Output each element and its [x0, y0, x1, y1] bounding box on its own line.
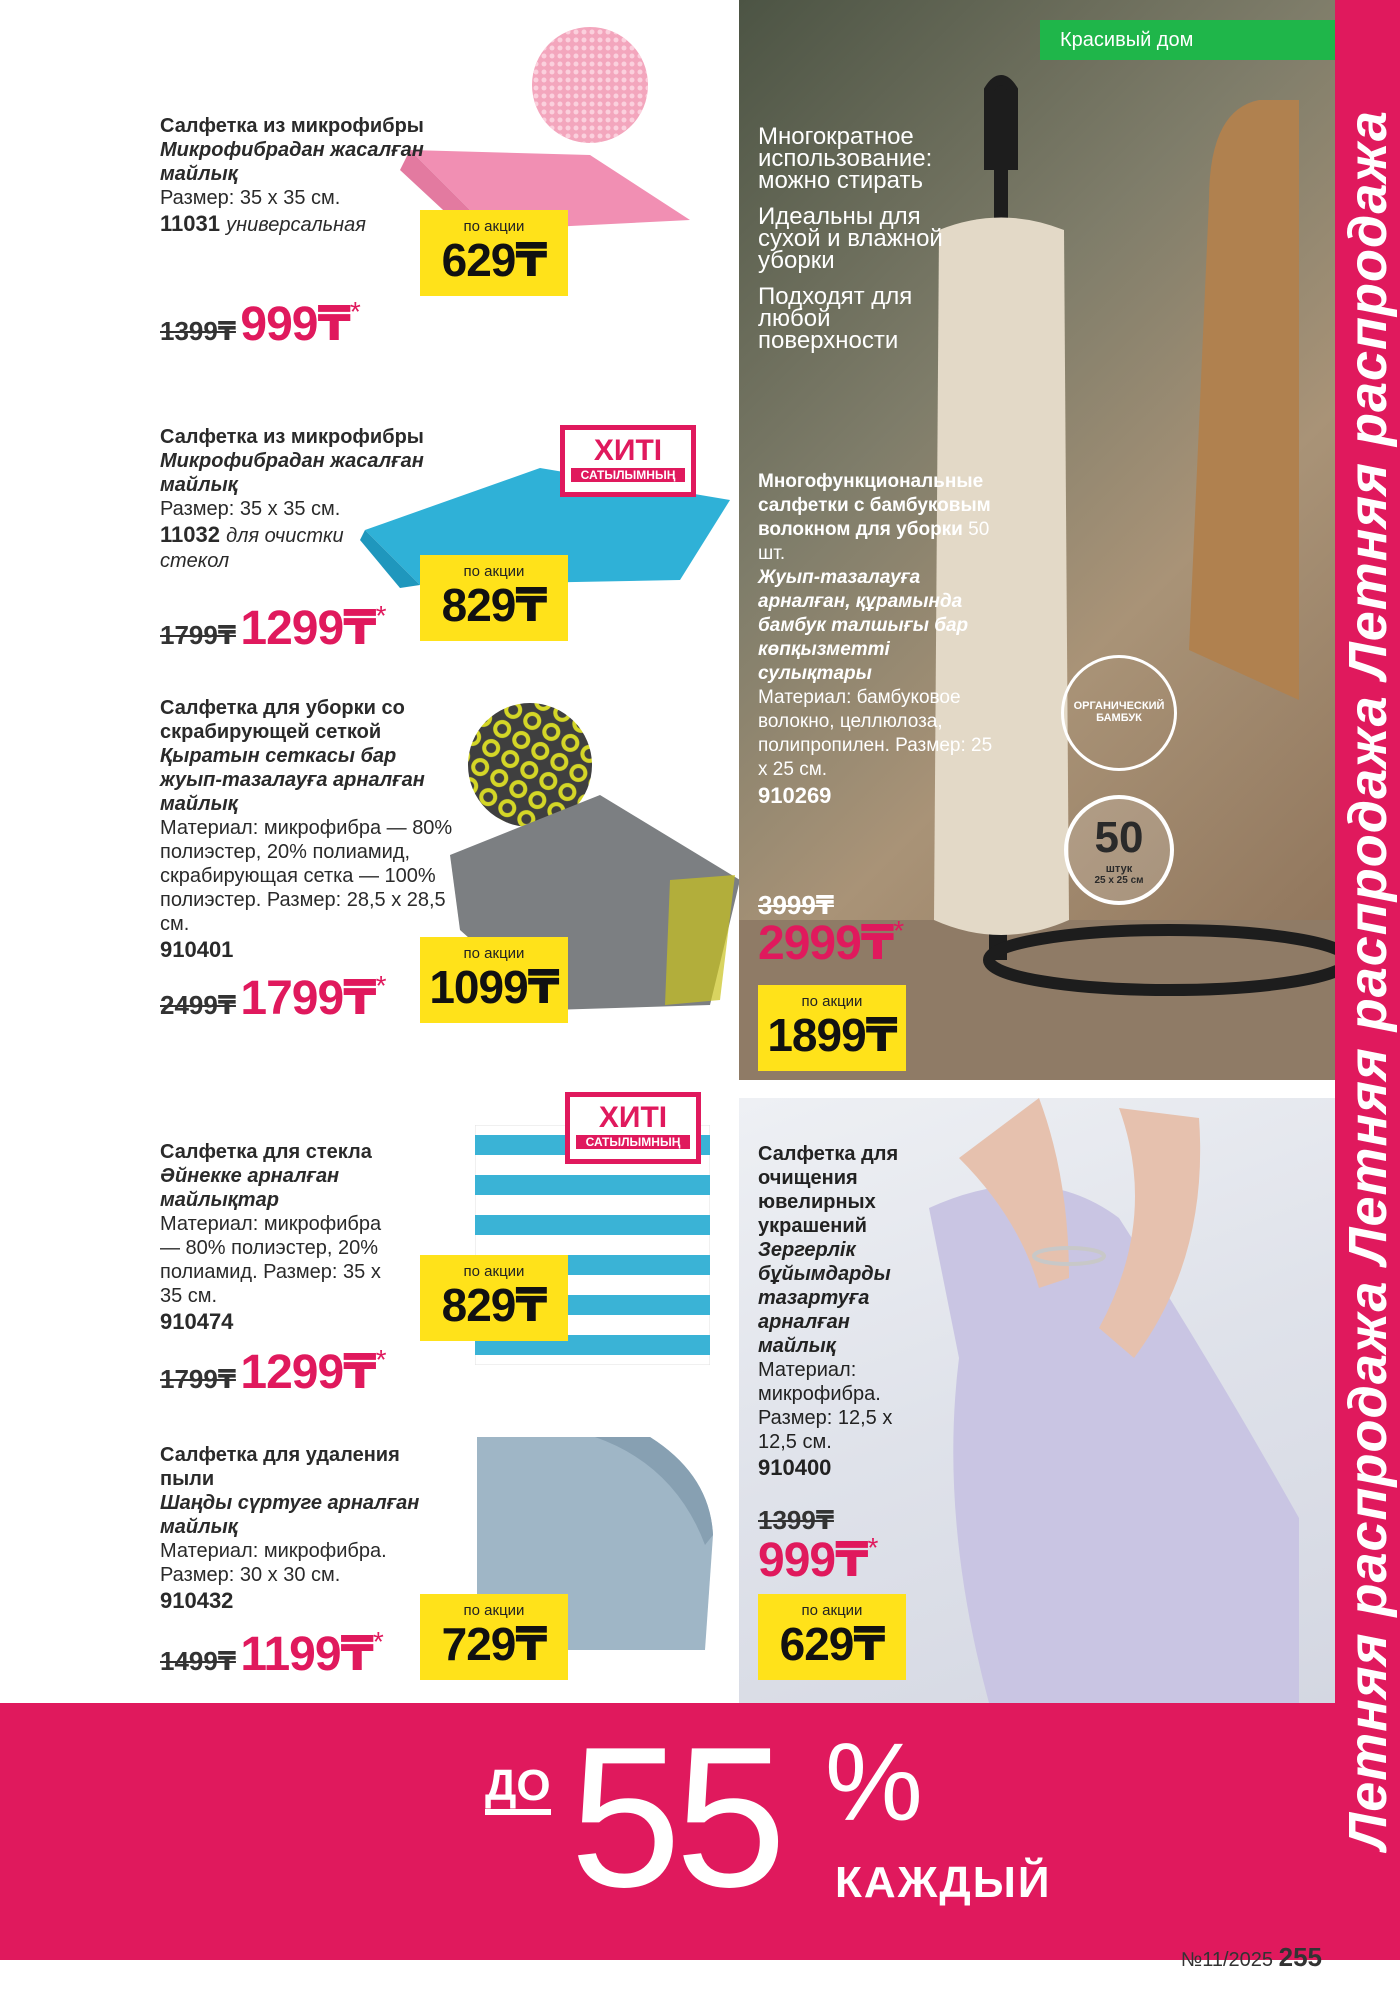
current-price: 2999₸ [758, 917, 894, 970]
bestseller-badge: ХИТІ САТЫЛЫМНЫҢ [560, 425, 696, 497]
price-line: 3999₸ 2999₸* [758, 890, 905, 970]
section-tab: Красивый дом [1040, 20, 1335, 60]
promo-badge: по акции 629₸ [420, 210, 568, 296]
product-title: Салфетка для стекла [160, 1141, 372, 1163]
product-specs: Материал: микрофибра. Размер: 12,5 x 12,5 см. [758, 1359, 893, 1453]
product-specs: Материал: микрофибра — 80% полиэстер, 20% полиамид. Размер: 35 x 35 см. [160, 1213, 382, 1307]
promo-badge: по акции 729₸ [420, 1594, 568, 1680]
price-line: 1799₸ 1299₸* [160, 1344, 387, 1399]
product-specs: Размер: 35 x 35 см. [160, 187, 341, 209]
product-code: 910269 [758, 783, 832, 808]
product-specs: Материал: микрофибра. Размер: 30 x 30 см. [160, 1540, 387, 1586]
current-price: 1799₸ [240, 972, 376, 1025]
product-title-kz: Жуып-тазалауға арналған, құрамында бамбук талшығы бар көпқызметті сулықтары [758, 567, 969, 684]
promo-price: 829₸ [441, 579, 547, 631]
product-code: 910432 [160, 1588, 234, 1613]
promo-badge: по акции 1099₸ [420, 937, 568, 1023]
benefit-list [758, 123, 948, 354]
product-title: Салфетка для уборки со скрабирующей сеткой [160, 697, 405, 743]
discount-banner [0, 1703, 1335, 1960]
promo-price: 1899₸ [767, 1009, 897, 1061]
price-line: 1399₸ 999₸* [758, 1505, 879, 1587]
product-title: Салфетка для очищения ювелирных украшений [758, 1143, 899, 1237]
product-title: Салфетка из микрофибры [160, 115, 424, 137]
product-code: 11032 для очистки стекол [160, 522, 344, 572]
current-price: 999₸ [758, 1534, 868, 1587]
discount-value: 55 [570, 1706, 781, 1929]
product-910474 [160, 1140, 430, 1334]
product-title-kz: Қыратын сеткасы бар жуып-тазалауға арналған майлық [160, 745, 425, 815]
old-price: 2499₸ [160, 990, 236, 1020]
current-price: 1199₸ [240, 1628, 373, 1681]
product-title: Многофункциональные салфетки с бамбуковым волокном для уборки [758, 471, 991, 540]
product-11031 [160, 114, 430, 237]
organic-bamboo-seal: ОРГАНИЧЕСКИЙ БАМБУК [1061, 655, 1177, 771]
current-price: 999₸ [240, 298, 350, 351]
price-line: 1499₸ 1199₸* [160, 1626, 384, 1681]
product-code: 910400 [758, 1455, 832, 1480]
promo-badge: по акции 829₸ [420, 555, 568, 641]
old-price: 1499₸ [160, 1646, 236, 1676]
side-banner-text: Летняя распродажа Летняя распродажа Летняя распродажа [1338, 110, 1398, 1850]
product-title: Салфетка для удаления пыли [160, 1444, 400, 1490]
discount-suffix: КАЖДЫЙ [835, 1858, 1052, 1907]
product-title: Салфетка из микрофибры [160, 426, 424, 448]
old-price: 1399₸ [758, 1505, 834, 1535]
product-specs: Размер: 35 x 35 см. [160, 498, 341, 520]
promo-price: 629₸ [441, 234, 547, 286]
product-910269 [758, 470, 993, 808]
promo-badge: по акции 829₸ [420, 1255, 568, 1341]
product-code: 11031 универсальная [160, 211, 366, 236]
promo-price: 729₸ [441, 1618, 547, 1670]
benefit-item: Идеальны для сухой и влажной уборки [758, 203, 943, 274]
product-title-kz: Зергерлік бұйымдарды тазартуға арналған майлық [758, 1239, 891, 1357]
product-title-kz: Шаңды сүртуге арналған майлық [160, 1492, 420, 1538]
current-price: 1299₸ [240, 1346, 376, 1399]
page-number: 255 [1278, 1942, 1322, 1972]
product-code: 910474 [160, 1309, 234, 1334]
count-badge: 50 штук 25 x 25 см [1064, 795, 1174, 905]
benefit-item: Подходят для любой поверхности [758, 283, 913, 354]
product-title-kz: Микрофибрадан жасалған майлық [160, 139, 424, 185]
old-price: 3999₸ [758, 890, 834, 920]
product-title-kz: Әйнекке арналған майлықтар [160, 1165, 340, 1211]
product-specs: Материал: микрофибра — 80% полиэстер, 20% полиамид, скрабирующая сетка — 100% полиэстер. Размер: 28,5 x 28,5 см. [160, 817, 453, 935]
discount-percent: % [825, 1721, 923, 1844]
page-footer [1181, 1942, 1322, 1973]
product-code: 910401 [160, 937, 234, 962]
promo-price: 629₸ [779, 1618, 885, 1670]
price-line: 1399₸ 999₸* [160, 296, 361, 351]
product-910432 [160, 1443, 430, 1613]
benefit-item: Многократное использование: можно стирать [758, 123, 933, 194]
product-11032 [160, 425, 430, 573]
old-price: 1399₸ [160, 316, 236, 346]
product-specs: Материал: бамбуковое волокно, целлюлоза, полипропилен. Размер: 25 x 25 см. [758, 687, 993, 780]
product-910400 [758, 1142, 928, 1480]
promo-price: 1099₸ [429, 961, 559, 1013]
promo-badge: по акции 629₸ [758, 1594, 906, 1680]
product-910401 [160, 696, 455, 962]
old-price: 1799₸ [160, 620, 236, 650]
product-qty: 50 шт. [758, 519, 990, 564]
product-title-kz: Микрофибрадан жасалған майлық [160, 450, 424, 496]
promo-badge: по акции 1899₸ [758, 985, 906, 1071]
bestseller-badge: ХИТІ САТЫЛЫМНЫҢ [565, 1092, 701, 1164]
issue-number: №11/2025 [1180, 1949, 1274, 1971]
old-price: 1799₸ [160, 1364, 236, 1394]
current-price: 1299₸ [240, 602, 376, 655]
promo-price: 829₸ [441, 1279, 547, 1331]
price-line: 1799₸ 1299₸* [160, 600, 387, 655]
discount-prefix: ДО [485, 1763, 551, 1815]
price-line: 2499₸ 1799₸* [160, 970, 387, 1025]
